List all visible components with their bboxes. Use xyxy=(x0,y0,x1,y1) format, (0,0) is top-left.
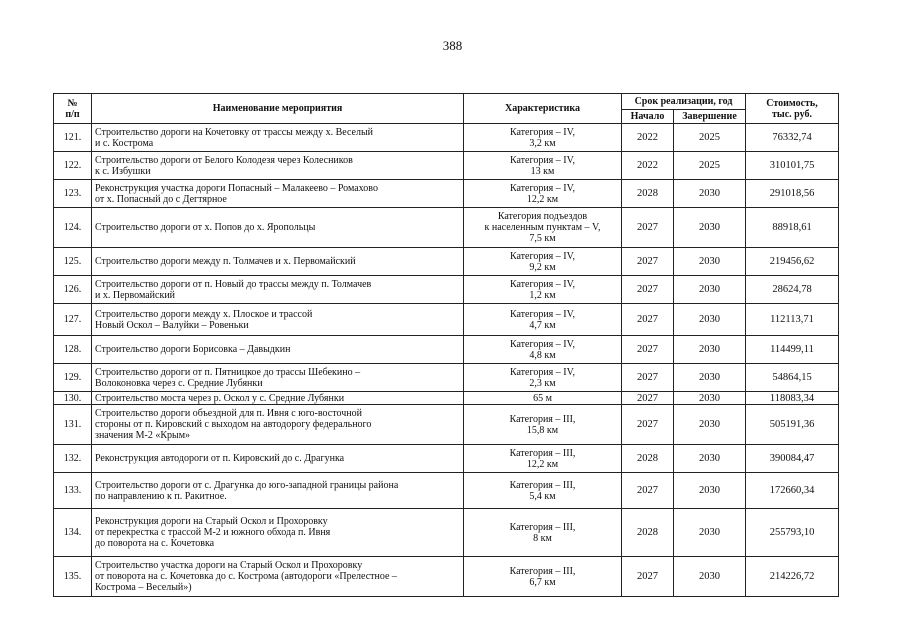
row-num: 130. xyxy=(54,392,92,405)
table-row xyxy=(54,364,839,392)
row-num: 126. xyxy=(54,276,92,304)
row-name: Строительство дороги от п. Пятницкое до трассы Шебекино – Волоконовка через с. Средние Лубянки xyxy=(92,364,464,392)
row-end: 2030 xyxy=(674,304,746,336)
row-num: 134. xyxy=(54,509,92,557)
row-characteristic: Категория – III, 15,8 км xyxy=(464,405,622,445)
table-row xyxy=(54,180,839,208)
row-end: 2030 xyxy=(674,248,746,276)
header-end: Завершение xyxy=(674,110,746,124)
table-row xyxy=(54,208,839,248)
header-period: Срок реализации, год xyxy=(622,94,746,110)
page-number: 388 xyxy=(442,38,463,53)
row-start: 2027 xyxy=(622,336,674,364)
row-name: Строительство участка дороги на Старый Оскол и Прохоровку от поворота на с. Кочетовка до с. Кострома (автодороги «Прелестное – Кострома – Веселый») xyxy=(92,557,464,597)
header-cost: Стоимость, тыс. руб. xyxy=(746,94,839,124)
row-cost: 118083,34 xyxy=(746,392,839,405)
row-characteristic: Категория подъездов к населенным пунктам – V, 7,5 км xyxy=(464,208,622,248)
row-characteristic: 65 м xyxy=(464,392,622,405)
row-name: Реконструкция автодороги от п. Кировский до с. Драгунка xyxy=(92,445,464,473)
row-name: Строительство дороги от с. Драгунка до юго-западной границы района по направлению к п. Ракитное. xyxy=(92,473,464,509)
projects-table xyxy=(53,93,839,597)
row-name: Строительство дороги Борисовка – Давыдкин xyxy=(92,336,464,364)
row-characteristic: Категория – III, 6,7 км xyxy=(464,557,622,597)
row-cost: 505191,36 xyxy=(746,405,839,445)
row-start: 2027 xyxy=(622,405,674,445)
row-cost: 310101,75 xyxy=(746,152,839,180)
row-cost: 76332,74 xyxy=(746,124,839,152)
row-start: 2027 xyxy=(622,364,674,392)
table-row xyxy=(54,336,839,364)
row-num: 135. xyxy=(54,557,92,597)
row-start: 2027 xyxy=(622,208,674,248)
row-start: 2022 xyxy=(622,152,674,180)
row-name: Строительство дороги между п. Толмачев и х. Первомайский xyxy=(92,248,464,276)
row-num: 129. xyxy=(54,364,92,392)
row-num: 127. xyxy=(54,304,92,336)
row-cost: 390084,47 xyxy=(746,445,839,473)
row-end: 2030 xyxy=(674,557,746,597)
row-name: Строительство дороги на Кочетовку от трассы между х. Веселый и с. Кострома xyxy=(92,124,464,152)
row-cost: 214226,72 xyxy=(746,557,839,597)
row-cost: 114499,11 xyxy=(746,336,839,364)
row-end: 2025 xyxy=(674,152,746,180)
row-start: 2027 xyxy=(622,473,674,509)
row-start: 2027 xyxy=(622,248,674,276)
table-row xyxy=(54,304,839,336)
row-end: 2025 xyxy=(674,124,746,152)
row-characteristic: Категория – IV, 4,8 км xyxy=(464,336,622,364)
header-name: Наименование мероприятия xyxy=(92,94,464,124)
header-num: № п/п xyxy=(54,94,92,124)
row-end: 2030 xyxy=(674,364,746,392)
row-num: 133. xyxy=(54,473,92,509)
row-end: 2030 xyxy=(674,336,746,364)
row-num: 122. xyxy=(54,152,92,180)
row-name: Строительство дороги между х. Плоское и трассой Новый Оскол – Валуйки – Ровеньки xyxy=(92,304,464,336)
table-row xyxy=(54,509,839,557)
row-characteristic: Категория – IV, 13 км xyxy=(464,152,622,180)
row-characteristic: Категория – IV, 1,2 км xyxy=(464,276,622,304)
table-row xyxy=(54,124,839,152)
row-characteristic: Категория – IV, 2,3 км xyxy=(464,364,622,392)
row-cost: 54864,15 xyxy=(746,364,839,392)
row-cost: 291018,56 xyxy=(746,180,839,208)
row-num: 121. xyxy=(54,124,92,152)
table-row xyxy=(54,405,839,445)
row-end: 2030 xyxy=(674,473,746,509)
row-end: 2030 xyxy=(674,509,746,557)
row-start: 2027 xyxy=(622,557,674,597)
table-row xyxy=(54,445,839,473)
row-characteristic: Категория – IV, 12,2 км xyxy=(464,180,622,208)
row-cost: 255793,10 xyxy=(746,509,839,557)
table-row xyxy=(54,248,839,276)
row-num: 123. xyxy=(54,180,92,208)
row-start: 2027 xyxy=(622,392,674,405)
table-row xyxy=(54,276,839,304)
row-name: Строительство дороги от х. Попов до х. Яропольцы xyxy=(92,208,464,248)
row-end: 2030 xyxy=(674,392,746,405)
row-name: Реконструкция дороги на Старый Оскол и Прохоровку от перекрестка с трассой М-2 и южного обхода п. Ивня до поворота на с. Кочетовка xyxy=(92,509,464,557)
row-end: 2030 xyxy=(674,208,746,248)
row-start: 2028 xyxy=(622,180,674,208)
row-cost: 28624,78 xyxy=(746,276,839,304)
row-characteristic: Категория – III, 5,4 км xyxy=(464,473,622,509)
row-name: Строительство моста через р. Оскол у с. Средние Лубянки xyxy=(92,392,464,405)
row-characteristic: Категория – III, 12,2 км xyxy=(464,445,622,473)
row-end: 2030 xyxy=(674,180,746,208)
row-start: 2027 xyxy=(622,276,674,304)
row-cost: 172660,34 xyxy=(746,473,839,509)
row-end: 2030 xyxy=(674,276,746,304)
row-name: Реконструкция участка дороги Попасный – Малакеево – Ромахово от х. Попасный до с Дегтярное xyxy=(92,180,464,208)
row-end: 2030 xyxy=(674,405,746,445)
table-row xyxy=(54,392,839,405)
row-start: 2028 xyxy=(622,445,674,473)
row-num: 125. xyxy=(54,248,92,276)
row-name: Строительство дороги от Белого Колодезя через Колесников к с. Избушки xyxy=(92,152,464,180)
row-num: 131. xyxy=(54,405,92,445)
row-characteristic: Категория – IV, 9,2 км xyxy=(464,248,622,276)
table-row xyxy=(54,557,839,597)
row-start: 2022 xyxy=(622,124,674,152)
row-characteristic: Категория – IV, 3,2 км xyxy=(464,124,622,152)
row-end: 2030 xyxy=(674,445,746,473)
row-name: Строительство дороги объездной для п. Ивня с юго-восточной стороны от п. Кировский с выходом на автодорогу федерального значения М-2 «Крым» xyxy=(92,405,464,445)
row-start: 2027 xyxy=(622,304,674,336)
header-start: Начало xyxy=(622,110,674,124)
table-row xyxy=(54,152,839,180)
row-name: Строительство дороги от п. Новый до трассы между п. Толмачев и х. Первомайский xyxy=(92,276,464,304)
row-cost: 88918,61 xyxy=(746,208,839,248)
row-num: 124. xyxy=(54,208,92,248)
row-cost: 219456,62 xyxy=(746,248,839,276)
row-start: 2028 xyxy=(622,509,674,557)
row-characteristic: Категория – III, 8 км xyxy=(464,509,622,557)
header-characteristic: Характеристика xyxy=(464,94,622,124)
row-num: 128. xyxy=(54,336,92,364)
table-row xyxy=(54,473,839,509)
row-cost: 112113,71 xyxy=(746,304,839,336)
row-characteristic: Категория – IV, 4,7 км xyxy=(464,304,622,336)
row-num: 132. xyxy=(54,445,92,473)
